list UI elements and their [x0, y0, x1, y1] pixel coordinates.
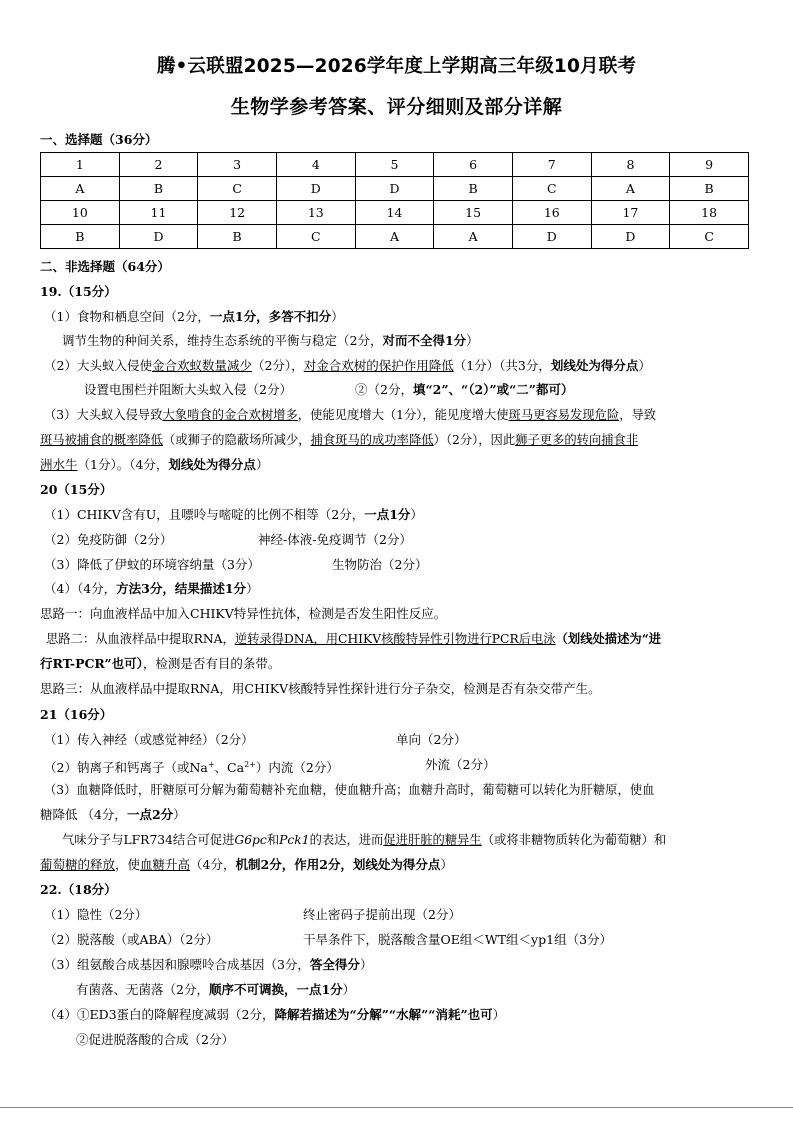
table-cell: C	[512, 177, 591, 201]
table-row	[41, 225, 749, 249]
table-cell: 13	[276, 201, 355, 225]
text: ）	[466, 333, 479, 348]
answer-key-title: 生物学参考答案、评分细则及部分详解	[230, 96, 563, 118]
text: （2）大头蚁入侵使	[44, 358, 152, 373]
q19-answer-3	[44, 406, 656, 424]
table-cell: A	[41, 177, 120, 201]
table-cell: 8	[591, 153, 670, 177]
text: ）（2分），因此	[433, 433, 516, 447]
scoring-note: 一点1分，多答不扣分	[209, 309, 332, 324]
q22-answer-3b	[76, 981, 355, 999]
scoring-note: （划线处描述为“进	[555, 631, 662, 646]
text: ）	[255, 457, 269, 472]
text: （2分），	[251, 358, 304, 373]
table-cell: 10	[41, 201, 120, 225]
q20-approach-3: 思路三：从血液样品中提取RNA，用CHIKV核酸特异性探针进行分子杂交，检测是否有杂交带产生。	[40, 681, 601, 696]
section-heading-nonchoice: 二、非选择题（64分）	[40, 259, 170, 274]
q22-answer-2: （2）脱落酸（或ABA）（2分）	[44, 932, 219, 947]
q21-answer-3b	[40, 806, 186, 824]
q19-answer-3c	[40, 456, 268, 474]
text: ）	[440, 857, 453, 872]
q20-approach-2	[46, 630, 661, 648]
text: ）	[246, 581, 259, 596]
text: 和	[266, 833, 280, 847]
q22-answer-2b: 干旱条件下，脱落酸含量OE组＜WT组＜yp1组（3分）	[303, 932, 613, 947]
text: ）	[359, 957, 373, 972]
text: 气味分子与LFR734结合可促进	[62, 833, 235, 847]
text: （1分）。（4分，	[77, 457, 169, 472]
scoring-note: 答全得分	[309, 957, 360, 972]
table-cell: 7	[512, 153, 591, 177]
scoring-note: 一点2分	[126, 807, 174, 822]
q19-answer-2c	[355, 381, 574, 399]
text: （3）组氨酸合成基因和腺嘌呤合成基因（3分，	[44, 957, 310, 972]
q20-answer-3b: 生物防治（2分）	[332, 557, 428, 572]
table-cell: 18	[670, 201, 749, 225]
section-heading-choice: 一、选择题（36分）	[40, 132, 158, 147]
q20-approach-1: 思路一：向血液样品中加入CHIKV特异性抗体，检测是否发生阳性反应。	[40, 606, 447, 621]
table-cell: 9	[670, 153, 749, 177]
text: （1分）（共3分，	[453, 358, 551, 373]
question-20-heading: 20（15分）	[40, 482, 113, 497]
text: ）	[331, 309, 344, 324]
text: 、Ca	[214, 760, 245, 776]
text: （1）食物和栖息空间（2分，	[44, 309, 210, 324]
table-cell: 16	[512, 201, 591, 225]
q19-answer-1b	[62, 332, 479, 350]
table-cell: 5	[355, 153, 434, 177]
table-cell: B	[119, 177, 198, 201]
q22-answer-1b: 终止密码子提前出现（2分）	[303, 907, 461, 922]
text: ）	[561, 382, 574, 397]
text: 糖降低 （4分，	[40, 807, 127, 822]
q21-answer-1: （1）传入神经（或感觉神经）（2分）	[44, 732, 254, 747]
table-cell: 12	[198, 201, 277, 225]
table-cell: C	[670, 225, 749, 249]
table-cell: D	[119, 225, 198, 249]
scoring-point: 对金合欢树的保护作用降低	[303, 358, 454, 373]
text: ，导致	[619, 408, 657, 422]
table-cell: D	[591, 225, 670, 249]
table-cell: C	[198, 177, 277, 201]
scoring-point: 洲水牛	[40, 457, 78, 472]
text: （1）CHIKV含有U，且嘌呤与嘧啶的比例不相等（2分，	[44, 507, 365, 522]
q21-answer-1b: 单向（2分）	[396, 732, 467, 747]
table-cell: 2	[119, 153, 198, 177]
table-cell: A	[591, 177, 670, 201]
superscript: +	[207, 760, 215, 769]
table-cell: 17	[591, 201, 670, 225]
q22-answer-4b: ②促进脱落酸的合成（2分）	[76, 1032, 234, 1047]
table-row	[41, 177, 749, 201]
text: （3）大头蚁入侵导致	[44, 408, 163, 422]
scoring-point: 促进肝脏的糖异生	[383, 833, 482, 847]
text: ）内流（2分）	[255, 760, 339, 776]
q20-answer-4	[44, 580, 259, 598]
q20-approach-2b	[40, 655, 280, 673]
q19-answer-1	[44, 308, 344, 326]
scoring-point: 斑马更容易发现危险	[508, 408, 620, 422]
table-cell: B	[434, 177, 513, 201]
text: （2）钠离子和钙离子（或Na	[44, 760, 208, 776]
scoring-note: 顺序不可调换，一点1分	[208, 982, 343, 997]
text: ）	[492, 1007, 506, 1022]
table-cell: 11	[119, 201, 198, 225]
text: （4）（4分，	[44, 581, 117, 596]
q21-answer-2	[44, 756, 339, 777]
scoring-note: 划线处为得分点	[550, 358, 639, 373]
scoring-point: 血糖升高	[140, 857, 191, 872]
table-cell: 4	[276, 153, 355, 177]
table-cell: 15	[434, 201, 513, 225]
scoring-point: 葡萄糖的释放	[40, 857, 116, 872]
gene-name: G6pc	[234, 833, 267, 847]
table-cell: A	[355, 225, 434, 249]
table-cell: D	[355, 177, 434, 201]
table-row	[41, 201, 749, 225]
scoring-point: 斑马被捕食的概率降低	[40, 433, 163, 447]
q21-answer-3: （3）血糖降低时，肝糖原可分解为葡萄糖补充血糖，使血糖升高；血糖升高时，葡萄糖可以转化为肝糖原，使血	[44, 783, 655, 797]
scoring-note: 降解若描述为“分解”“水解”“消耗”也可	[274, 1007, 493, 1022]
scoring-point: 金合欢蚁数量减少	[151, 358, 252, 373]
q22-answer-1: （1）隐性（2分）	[44, 907, 148, 922]
scoring-note: 方法3分，结果描述1分	[116, 581, 247, 596]
exam-title: 腾•云联盟2025—2026学年度上学期高三年级10月联考	[156, 56, 637, 77]
question-19-heading: 19.（15分）	[40, 284, 117, 299]
q20-answer-3: （3）降低了伊蚊的环境容纳量（3分）	[44, 557, 260, 572]
scoring-note: 对而不全得1分	[382, 333, 467, 348]
scoring-point: 捕食斑马的成功率降低	[310, 433, 434, 447]
table-cell: B	[41, 225, 120, 249]
q19-answer-2	[44, 357, 651, 375]
gene-name: Pck1	[279, 833, 310, 847]
q19-answer-2b	[84, 381, 292, 399]
q21-answer-4b	[40, 856, 453, 874]
answer-table	[40, 152, 749, 249]
question-22-heading: 22.（18分）	[40, 882, 117, 897]
text: ，使能见度增大（1分），能见度增大使	[297, 408, 509, 422]
table-cell: 1	[41, 153, 120, 177]
scoring-note: 机制2分，作用2分，划线处为得分点	[235, 857, 441, 872]
table-cell: D	[512, 225, 591, 249]
text: ）	[410, 507, 423, 522]
table-cell: 6	[434, 153, 513, 177]
table-cell: C	[276, 225, 355, 249]
text: （或狮子的隐蔽场所减少，	[162, 433, 311, 447]
text: （或将非糖物质转化为葡萄糖）和	[481, 833, 667, 847]
text: （4）①ED3蛋白的降解程度减弱（2分，	[44, 1007, 275, 1022]
text: ②（2分，	[355, 382, 413, 397]
table-cell: B	[670, 177, 749, 201]
scoring-note: 填“2”、“（2）”或“二”都可	[412, 382, 561, 397]
q22-answer-4	[44, 1006, 505, 1024]
text: （4分，	[190, 857, 236, 872]
text: 设置电围栏并阻断大头蚁入侵（2分）	[84, 382, 292, 397]
q21-answer-2b: 外流（2分）	[425, 757, 496, 772]
text: ）	[173, 807, 186, 822]
table-cell: 14	[355, 201, 434, 225]
table-cell: 3	[198, 153, 277, 177]
text: ）	[342, 982, 356, 997]
question-21-heading: 21（16分）	[40, 707, 113, 722]
table-cell: B	[198, 225, 277, 249]
text: 有菌落、无菌落（2分，	[76, 982, 209, 997]
page-bottom-divider	[0, 1107, 793, 1108]
table-cell: A	[434, 225, 513, 249]
text: 思路二：从血液样品中提取RNA，	[46, 632, 235, 646]
scoring-point: 逆转录得DNA，用CHIKV核酸特异性引物进行PCR后电泳	[234, 632, 556, 646]
text: 的表达，进而	[309, 833, 384, 847]
table-row	[41, 153, 749, 177]
scoring-point: 狮子更多的转向捕食非	[515, 433, 639, 447]
q21-answer-4	[62, 831, 666, 849]
q20-answer-2: （2）免疫防御（2分）	[44, 532, 173, 547]
table-cell: D	[276, 177, 355, 201]
scoring-note: 划线处为得分点	[168, 457, 256, 472]
q22-answer-3	[44, 956, 372, 974]
scoring-note: 一点1分	[364, 507, 411, 522]
scoring-note: 行RT-PCR”也可）	[40, 656, 143, 671]
text: ，检测是否有目的条带。	[142, 656, 281, 671]
text: ）	[638, 358, 651, 373]
q19-answer-3b	[40, 431, 638, 449]
superscript: 2+	[244, 760, 256, 769]
q20-answer-2b: 神经-体液-免疫调节（2分）	[258, 532, 412, 547]
text: 调节生物的种间关系，维持生态系统的平衡与稳定（2分，	[62, 333, 383, 348]
text: ，使	[115, 857, 141, 872]
q20-answer-1	[44, 506, 423, 524]
scoring-point: 大象啃食的金合欢树增多	[162, 408, 298, 422]
